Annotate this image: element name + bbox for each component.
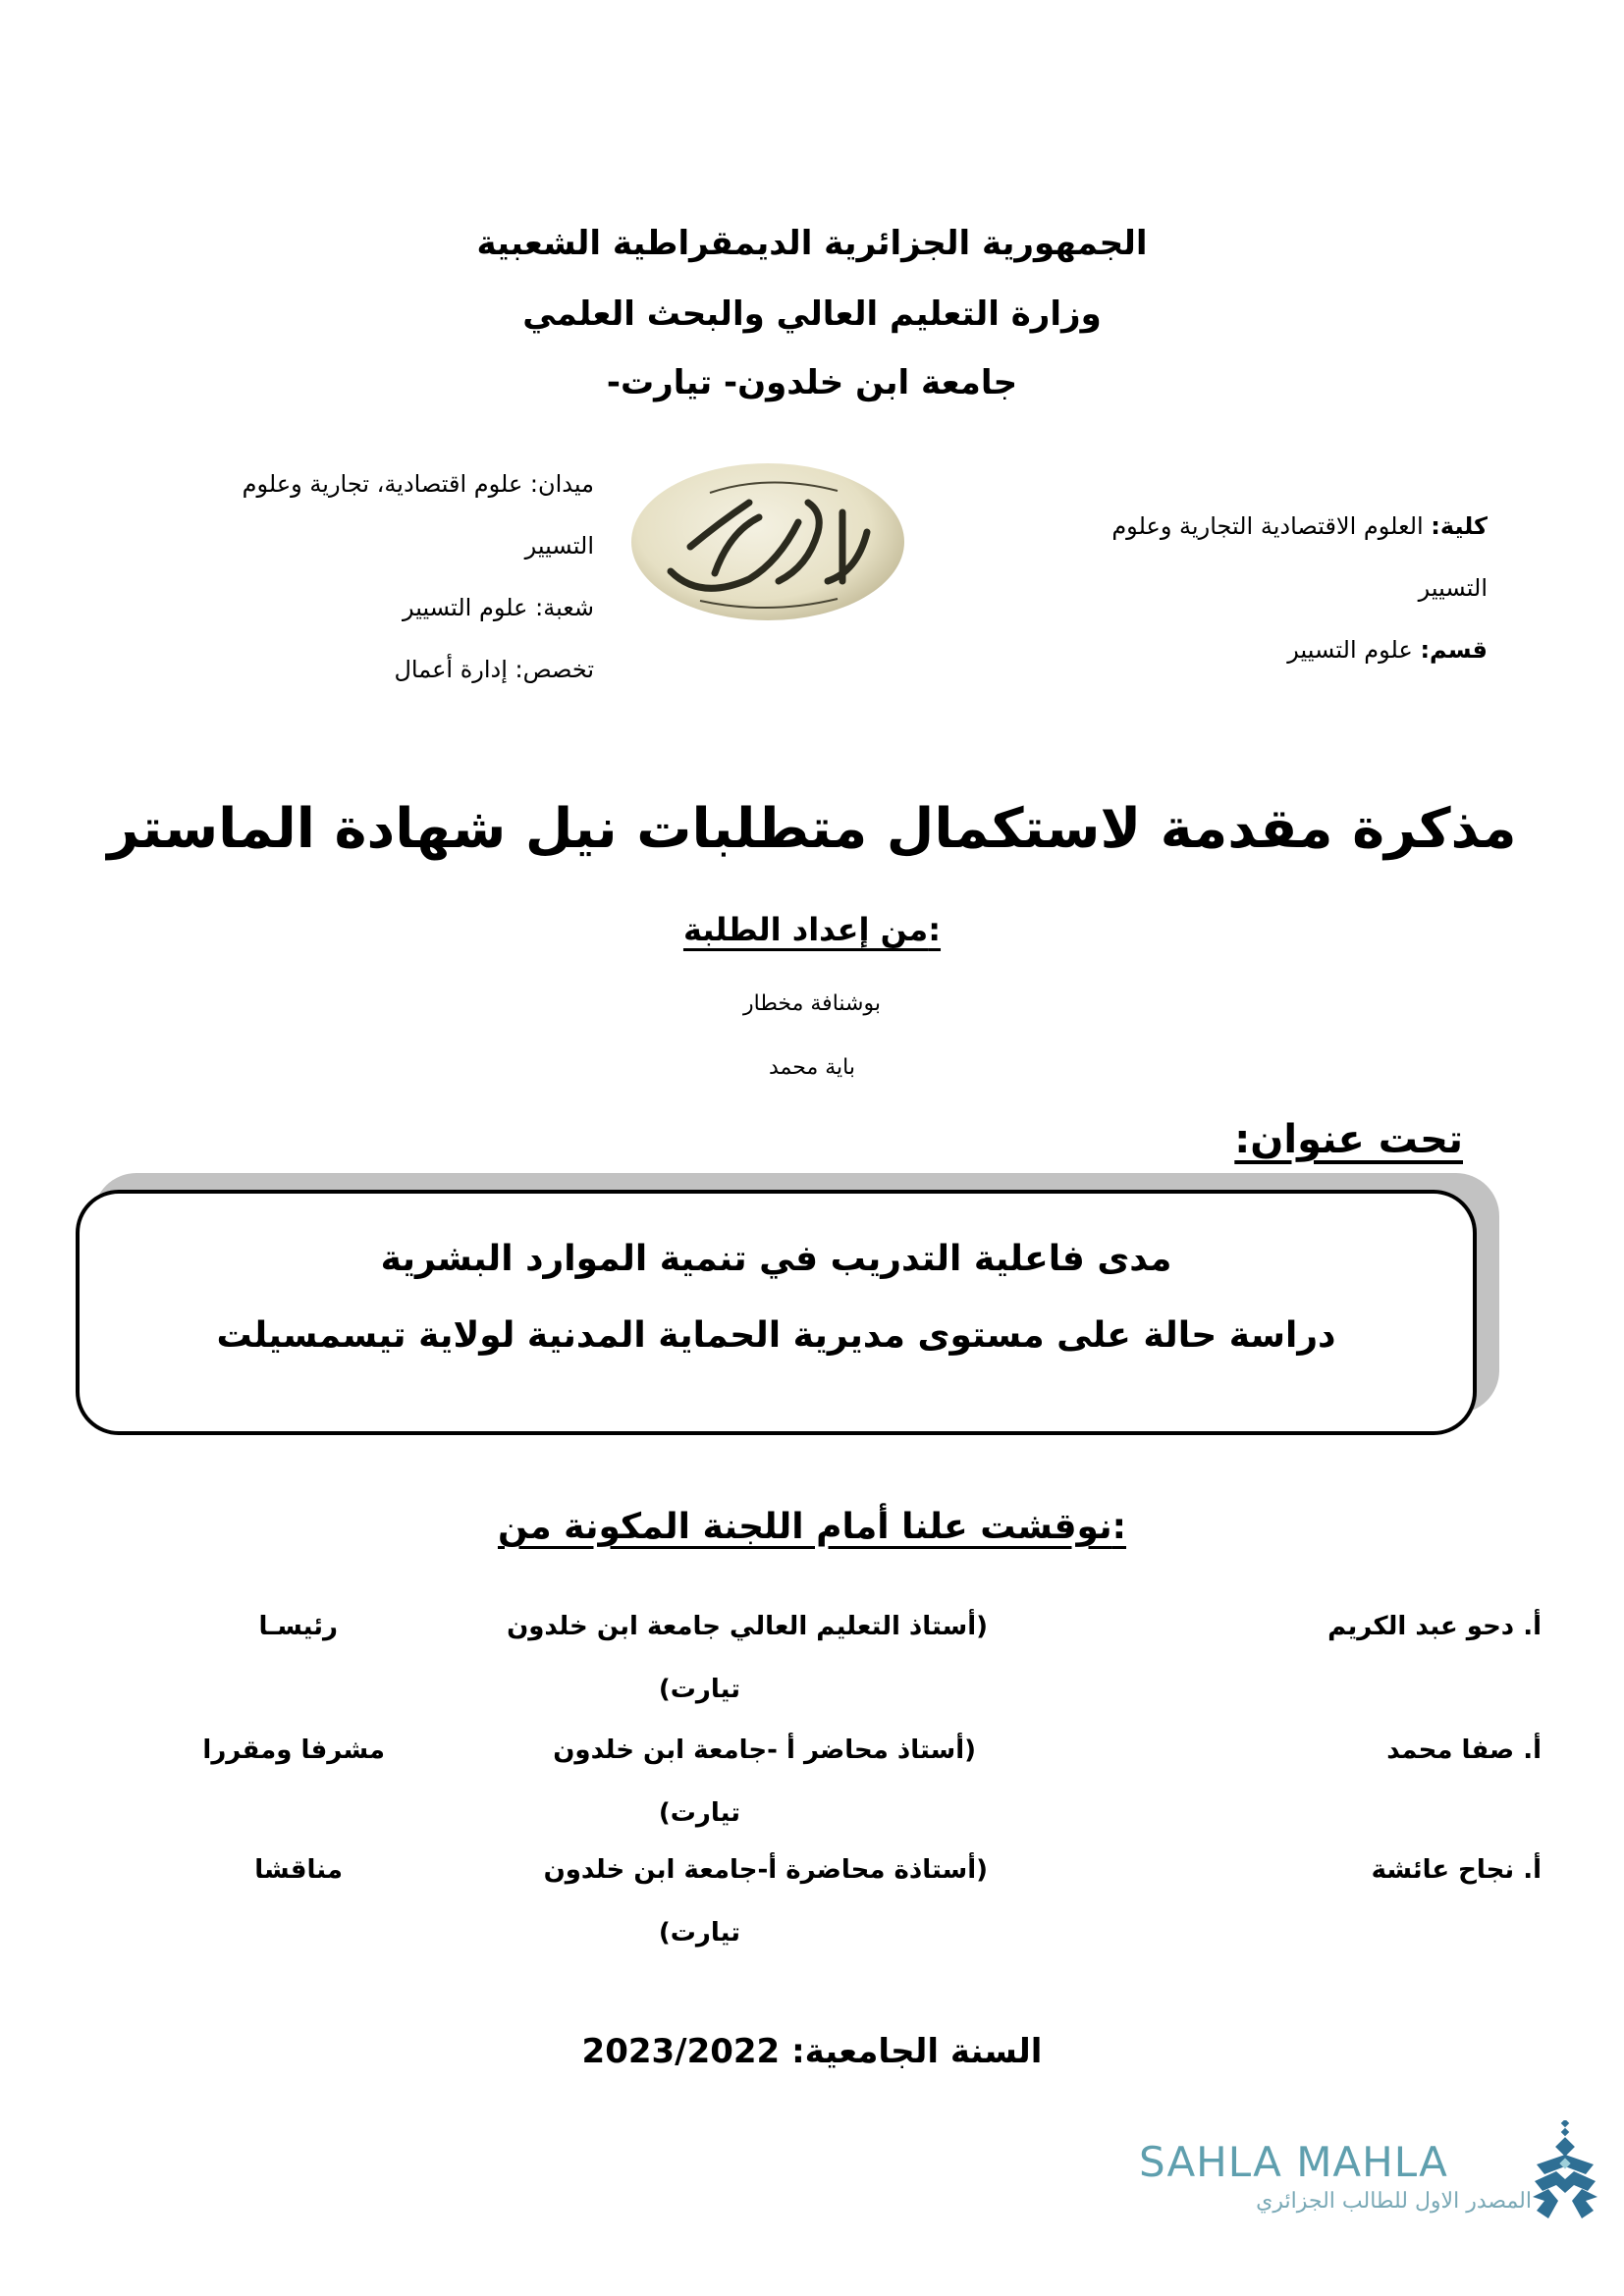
university-heading: جامعة ابن خلدون- تيارت- xyxy=(606,363,1018,402)
member-name: أ. نجاح عائشة xyxy=(1371,1855,1542,1885)
member-name: أ. دحو عبد الكريم xyxy=(1327,1612,1542,1641)
member-rank: (أستاذة محاضرة أ-جامعة ابن خلدون xyxy=(543,1855,988,1885)
faculty-value: العلوم الاقتصادية التجارية وعلوم xyxy=(1111,512,1432,540)
thesis-heading: تحت عنوان: xyxy=(1234,1117,1463,1162)
member-name: أ. صفا محمد xyxy=(1386,1735,1542,1765)
ministry-heading: وزارة التعليم العالي والبحث العلمي xyxy=(522,294,1102,334)
university-seal-icon xyxy=(631,463,904,620)
department-label: قسم: xyxy=(1420,636,1488,664)
member-role: مناقشا xyxy=(254,1855,343,1885)
student-name: باية محمد xyxy=(769,1055,855,1080)
academic-year xyxy=(0,2032,1624,2071)
faculty-line xyxy=(1031,496,1488,558)
member-role: مشرفا ومقررا xyxy=(202,1735,385,1765)
department-line xyxy=(1031,619,1488,681)
committee-heading: نوقشت علنا أمام اللجنة المكونة من: xyxy=(497,1507,1127,1547)
committee-heading-wrap xyxy=(0,1507,1624,1547)
academic-year-label: السنة الجامعية: xyxy=(791,2032,1043,2071)
seal-calligraphy-icon xyxy=(631,463,904,620)
member-rank: (أستاذ محاضر أ -جامعة ابن خلدون xyxy=(553,1735,976,1765)
academic-year-value: 2023/2022 xyxy=(581,2032,781,2071)
students-heading: من إعداد الطلبة: xyxy=(682,911,942,948)
sahla-mahla-logo-icon xyxy=(1527,2120,1605,2223)
member-role: رئيسـا xyxy=(258,1612,338,1641)
thesis-title-line-2: دراسة حالة على مستوى مديرية الحماية المدنية لولاية تيسمسيلت xyxy=(216,1315,1336,1356)
member-rank-cont: تيارت) xyxy=(658,1798,740,1828)
thesis-heading-wrap xyxy=(1080,1117,1463,1162)
republic-heading: الجمهورية الجزائرية الديمقراطية الشعبية xyxy=(476,224,1148,263)
students-heading-wrap xyxy=(0,911,1624,948)
member-rank: (أستاذ التعليم العالي جامعة ابن خلدون xyxy=(507,1612,988,1641)
department-value: علوم التسيير xyxy=(1287,636,1421,664)
memoir-title: مذكرة مقدمة لاستكمال متطلبات نيل شهادة الماستر xyxy=(107,797,1517,861)
left-info-block xyxy=(137,454,594,701)
faculty-line-cont: التسيير xyxy=(1418,574,1488,602)
field-line-1: ميدان: علوم اقتصادية، تجارية وعلوم xyxy=(242,470,594,498)
sahla-mahla-watermark xyxy=(1139,2120,1620,2228)
branch-line: شعبة: علوم التسيير xyxy=(402,594,594,621)
student-name: بوشنافة مخطار xyxy=(743,991,881,1016)
watermark-tagline: المصدر الاول للطالب الجزائري xyxy=(1256,2189,1532,2214)
thesis-title-line-1: مدى فاعلية التدريب في تنمية الموارد البشرية xyxy=(380,1239,1172,1279)
specialty-line: تخصص: إدارة أعمال xyxy=(394,656,594,683)
watermark-brand: SAHLA MAHLA xyxy=(1139,2138,1448,2186)
thesis-title-box xyxy=(76,1190,1477,1435)
member-rank-cont: تيارت) xyxy=(658,1675,740,1704)
field-line-2: التسيير xyxy=(524,532,594,560)
faculty-label: كلية: xyxy=(1431,512,1488,540)
member-rank-cont: تيارت) xyxy=(658,1918,740,1948)
right-info-block xyxy=(1031,496,1488,681)
